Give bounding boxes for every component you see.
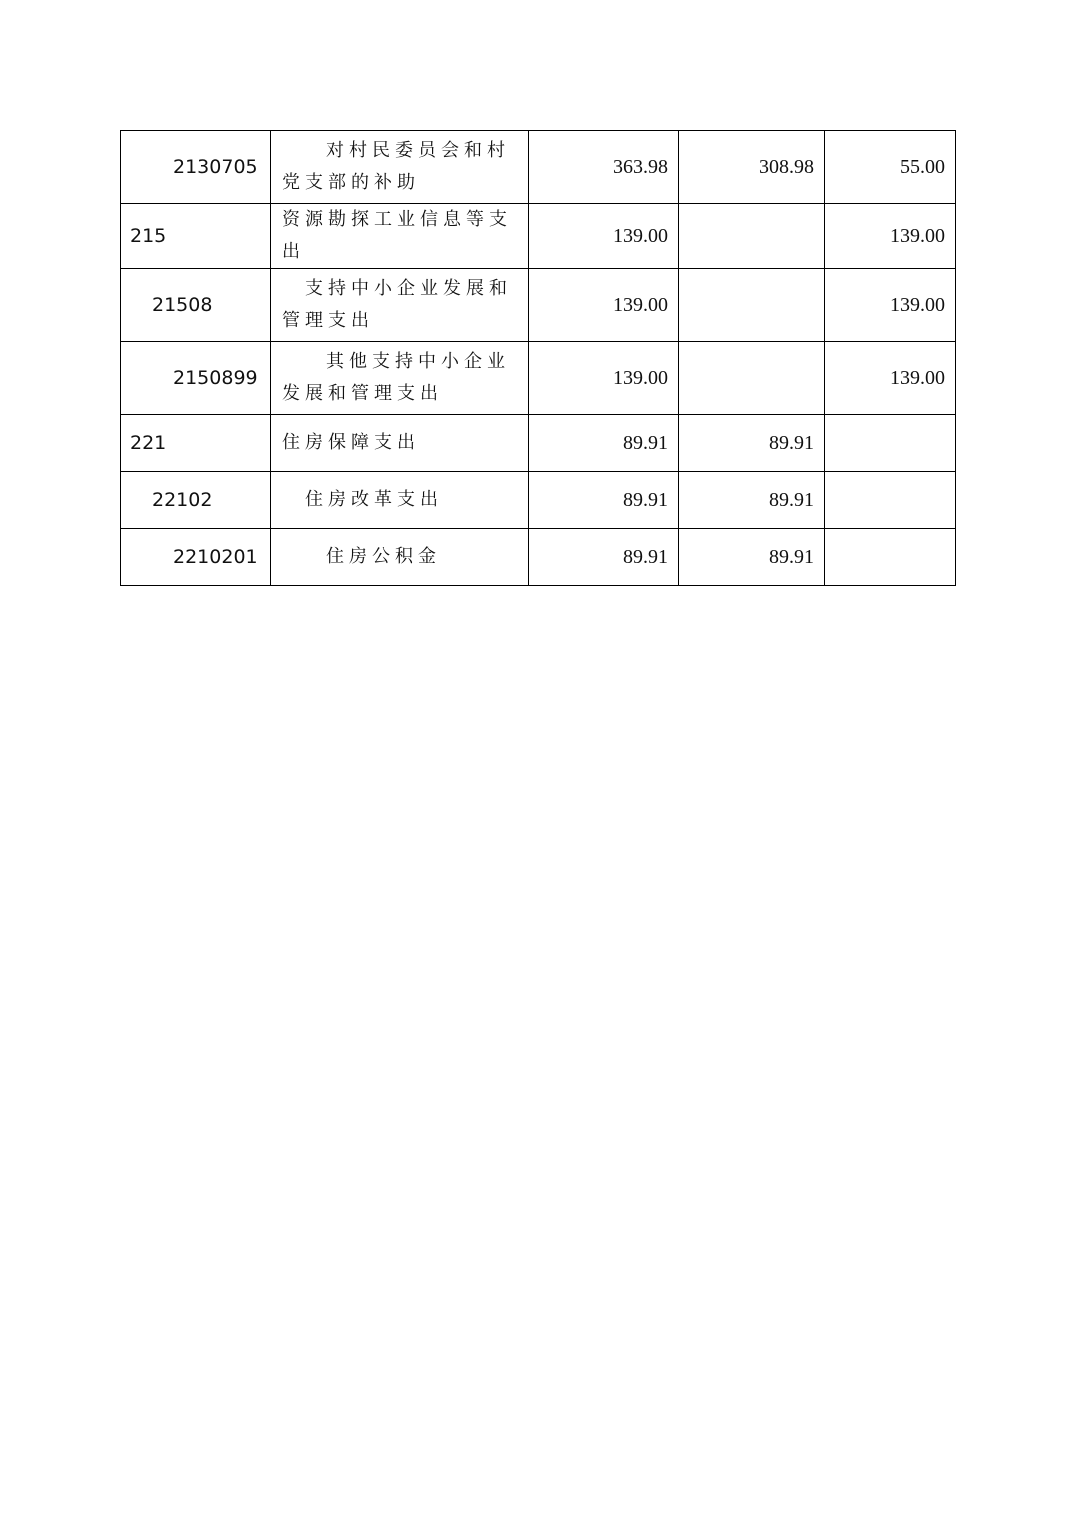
subject-code: 215	[121, 204, 271, 269]
basic-expenditure	[679, 269, 825, 342]
project-expenditure: 139.00	[825, 342, 956, 415]
subject-name: 住房公积金	[271, 529, 529, 586]
subject-code: 2210201	[121, 529, 271, 586]
total-amount: 89.91	[529, 415, 679, 472]
subject-code: 2150899	[121, 342, 271, 415]
table-row	[121, 342, 956, 415]
basic-expenditure: 308.98	[679, 131, 825, 204]
subject-name: 对村民委员会和村党支部的补助	[271, 131, 529, 204]
total-amount: 139.00	[529, 342, 679, 415]
total-amount: 363.98	[529, 131, 679, 204]
subject-code: 22102	[121, 472, 271, 529]
project-expenditure	[825, 529, 956, 586]
table-row	[121, 131, 956, 204]
project-expenditure	[825, 415, 956, 472]
basic-expenditure	[679, 342, 825, 415]
subject-code: 2130705	[121, 131, 271, 204]
project-expenditure: 55.00	[825, 131, 956, 204]
budget-expenditure-table	[120, 130, 956, 586]
table-row	[121, 472, 956, 529]
total-amount: 89.91	[529, 529, 679, 586]
subject-name: 支持中小企业发展和管理支出	[271, 269, 529, 342]
table-row	[121, 204, 956, 269]
project-expenditure	[825, 472, 956, 529]
subject-name: 住房改革支出	[271, 472, 529, 529]
subject-name: 资源勘探工业信息等支出	[271, 204, 529, 269]
basic-expenditure: 89.91	[679, 415, 825, 472]
subject-code: 221	[121, 415, 271, 472]
project-expenditure: 139.00	[825, 204, 956, 269]
subject-name: 其他支持中小企业发展和管理支出	[271, 342, 529, 415]
basic-expenditure	[679, 204, 825, 269]
total-amount: 139.00	[529, 269, 679, 342]
table-row	[121, 269, 956, 342]
project-expenditure: 139.00	[825, 269, 956, 342]
basic-expenditure: 89.91	[679, 472, 825, 529]
table-row	[121, 415, 956, 472]
subject-name: 住房保障支出	[271, 415, 529, 472]
total-amount: 139.00	[529, 204, 679, 269]
table-row	[121, 529, 956, 586]
total-amount: 89.91	[529, 472, 679, 529]
subject-code: 21508	[121, 269, 271, 342]
basic-expenditure: 89.91	[679, 529, 825, 586]
